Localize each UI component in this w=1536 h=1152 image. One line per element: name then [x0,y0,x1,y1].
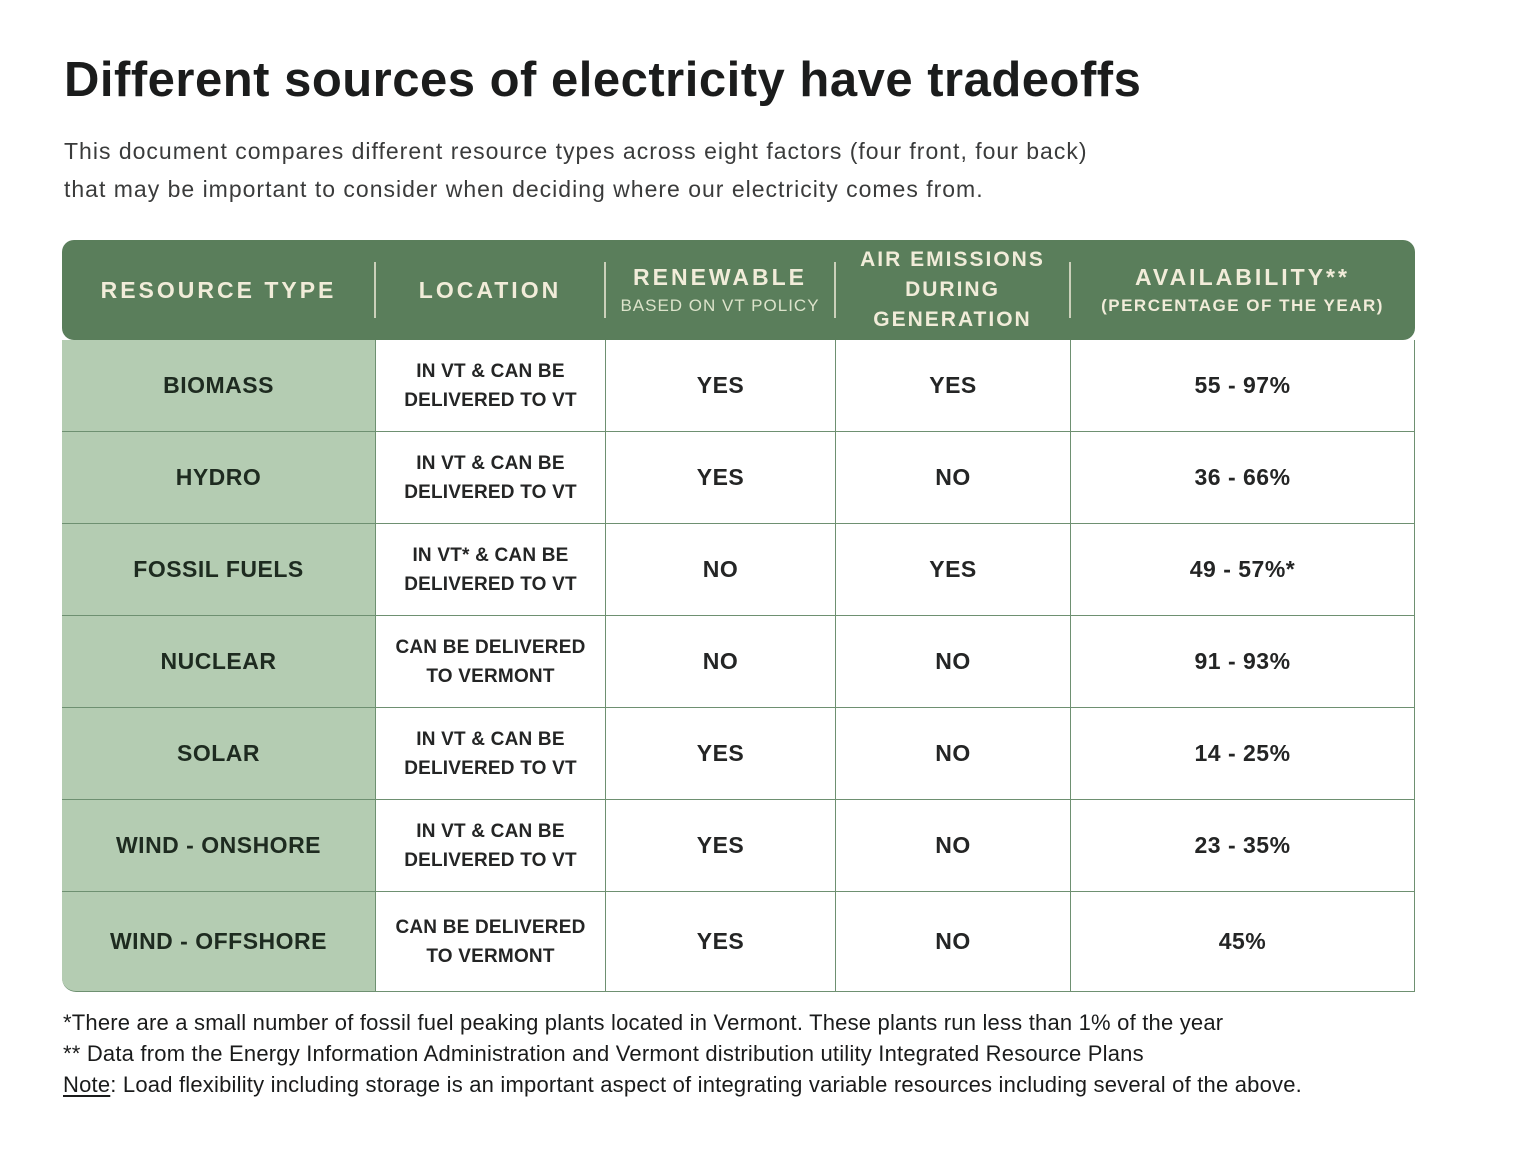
renewable-cell: NO [605,524,835,616]
subtitle-line-1: This document compares different resource types across eight factors (four front, four back) [64,138,1088,164]
availability-cell: 36 - 66% [1070,432,1415,524]
location-text: CAN BE DELIVERED TO VERMONT [395,636,586,687]
header-label: RESOURCE TYPE [100,276,337,303]
location-cell [375,616,605,708]
renewable-cell: YES [605,892,835,992]
table-body [62,340,1415,992]
footnote-fossil-peaking: *There are a small number of fossil fuel peaking plants located in Vermont. These plants run less than 1% of the year [63,1010,1224,1035]
renewable-cell: YES [605,800,835,892]
resource-name-cell: NUCLEAR [62,616,375,708]
header-label: LOCATION [418,276,562,303]
note-label: Note [63,1072,111,1097]
header-sublabel: BASED ON VT POLICY [620,296,820,315]
availability-cell: 49 - 57%* [1070,524,1415,616]
header-label: RENEWABLE [633,264,807,290]
renewable-cell: YES [605,708,835,800]
header-cell-resource-type [62,240,375,340]
availability-cell: 91 - 93% [1070,616,1415,708]
air-emissions-cell: NO [835,432,1070,524]
resource-name-cell: SOLAR [62,708,375,800]
availability-cell: 45% [1070,892,1415,992]
header-label: AVAILABILITY** [1135,264,1350,290]
location-text: CAN BE DELIVERED TO VERMONT [395,916,586,967]
subtitle-line-2: that may be important to consider when deciding where our electricity comes from. [64,176,984,202]
table-header-row [62,240,1415,340]
air-emissions-cell: NO [835,800,1070,892]
note-text: : Load flexibility including storage is an important aspect of integrating variable resources including several of the above. [110,1072,1302,1097]
header-sublabel: (PERCENTAGE OF THE YEAR) [1101,296,1384,315]
air-emissions-cell: YES [835,340,1070,432]
header-cell-location [375,240,605,340]
page-subtitle [64,132,1536,208]
location-cell [375,524,605,616]
header-cell-renewable [605,240,835,340]
air-emissions-cell: NO [835,616,1070,708]
resource-name-cell: FOSSIL FUELS [62,524,375,616]
availability-cell: 55 - 97% [1070,340,1415,432]
footnote-data-source: ** Data from the Energy Information Administration and Vermont distribution utility Integrated Resource Plans [63,1041,1144,1066]
availability-cell: 23 - 35% [1070,800,1415,892]
location-cell [375,340,605,432]
location-cell [375,800,605,892]
availability-cell: 14 - 25% [1070,708,1415,800]
resource-name-cell: WIND - ONSHORE [62,800,375,892]
header-label: AIR EMISSIONS DURING GENERATION [860,248,1045,331]
resource-name-cell: WIND - OFFSHORE [62,892,375,992]
location-text: IN VT* & CAN BE DELIVERED TO VT [404,544,577,595]
header-cell-air-emissions [835,240,1070,340]
location-text: IN VT & CAN BE DELIVERED TO VT [404,728,577,779]
location-cell [375,708,605,800]
page-title: Different sources of electricity have tradeoffs [64,53,1142,107]
air-emissions-cell: YES [835,524,1070,616]
footnotes [63,1008,1463,1101]
renewable-cell: YES [605,432,835,524]
location-cell [375,432,605,524]
location-text: IN VT & CAN BE DELIVERED TO VT [404,452,577,503]
air-emissions-cell: NO [835,708,1070,800]
renewable-cell: NO [605,616,835,708]
location-text: IN VT & CAN BE DELIVERED TO VT [404,820,577,871]
resource-name-cell: HYDRO [62,432,375,524]
header-cell-availability [1070,240,1415,340]
location-text: IN VT & CAN BE DELIVERED TO VT [404,360,577,411]
renewable-cell: YES [605,340,835,432]
air-emissions-cell: NO [835,892,1070,992]
location-cell [375,892,605,992]
comparison-table [62,240,1415,992]
resource-name-cell: BIOMASS [62,340,375,432]
footnote-note [63,1070,1463,1100]
